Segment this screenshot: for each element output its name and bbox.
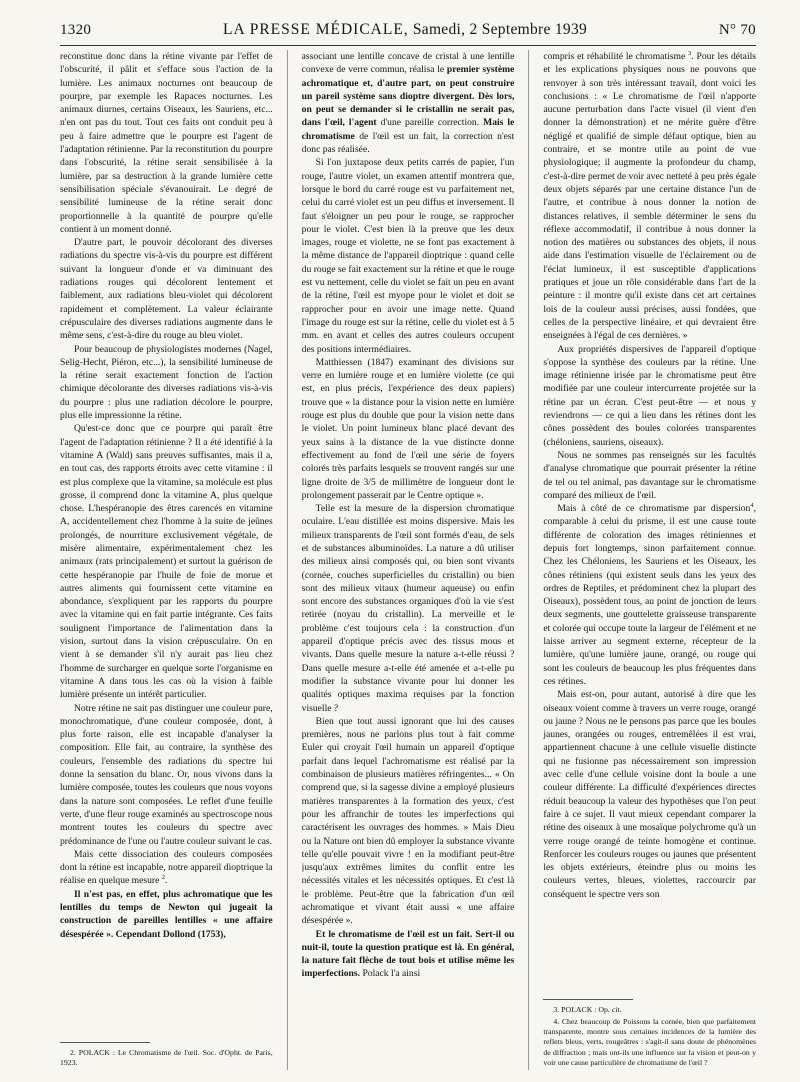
issue-number: N° 70 [718,21,756,38]
journal-title: LA PRESSE MÉDICALE, [223,21,409,38]
journal-title-line [223,21,587,39]
paragraph [302,50,515,156]
column-left [60,50,273,1070]
footnote: 3. POLACK : Op. cit. [553,1004,622,1014]
column-divider [528,50,529,1070]
paragraph: Telle est la mesure de la dispersion chromatique oculaire. L'eau distillée est moins dispersive. Mais les milieux transparents de l'œil sont formés d'eau, de sels et de substances albuminoïdes. La nature a dû utiliser des milieux ainsi composés qui, ou bien sont vivants (cornée, couches superficielles du cristallin) ou bien sont des milieux vitaux (humeur aqueuse) ou enfin sont encore des substances organiques d'où la vie s'est retirée (noyau du cristallin). La merveille et le problème c'est toujours cela : la construction d'un appareil d'optique précis avec des tissus mous et vivants. Dans quelle mesure la nature a-t-elle réussi ? Dans quelle mesure a-t-elle été amenée et a-t-elle pu modifier la substance vivante pour lui donner les qualités optiques maxima requises par la fonction visuelle ? [301,503,515,714]
footnotes-right [543,999,756,1070]
bold-paragraph: Il n'est pas, en effet, plus achromatique que les lentilles du temps de Newton qui jugeait la construction de pareilles lentilles « une affaire désespérée ». Cependant Dollond (1753), [60,888,273,940]
header-rule [60,45,756,46]
footnote: 2. POLACK : Le Chromatisme de l'œil. Soc. d'Opht. de Paris, 1923. [60,1047,273,1067]
footnotes-left [60,1042,273,1070]
text-normal: associant une lentille concave de cristal à une lentille convexe de verre commun, réalisa le [301,51,515,76]
punct: . [165,875,168,887]
page-header [60,20,756,40]
paragraph: Matthiessen (1847) examinant des divisions sur verre en lumière rouge et en lumière violette (ce qui est, en plus précis, l'expérience des deux papiers) trouve que « la distance pour la vision nette en lumière rouge est plus du double que pour la vision nette dans le violet. Un point lumineux blanc placé devant des yeux sains à la distance de la vue distincte donne effectivement au fond de l'œil une série de foyers colorés très parfaits lesquels se trouvent rangés sur une ligne droite de 3/5 de millimètre de longueur dont le prolongement passerait par le Centre optique ». [301,356,515,501]
footnote-rule [60,1042,150,1043]
text-normal: de l'œil est un fait, la correction n'est donc pas réalisée. [301,130,515,156]
paragraph: reconstitue donc dans la rétine vivante par l'effet de l'obscurité, il pâlit et s'efface sous l'action de la lumière. Les animaux nocturnes ont beaucoup de pourpre, par exemple les Rapaces nocturnes. Les animaux diurnes, certains Oiseaux, les Sauriens, etc... n'en ont pas du tout. Tout ces faits ont conduit peu à peu à faire admettre que le pourpre est l'agent de l'adaptation rétinienne. Par la reconstitution du pourpre dans l'obscurité, la rétine serait sensibilisée à la lumière, par sa destruction à la grande lumière cette sensibilisation spéciale s'évanouirait. Le degré de sensibilité lumineuse de la rétine serait donc proportionnelle à la quantité de pourpre qu'elle contient à un moment donné. [60,51,273,235]
footnote-rule [543,999,633,1000]
paragraph: Bien que tout aussi ignorant que lui des causes premières, nous ne parlons plus tout à fait comme Euler qui croyait l'œil humain un appareil d'optique parfait dans lequel l'achromatisme est réalisé par la combinaison de plusieurs matières réfringentes... « On comprend que, si la sagesse divine a employé plusieurs matières transparentes à la formation des yeux, c'est pour les affranchir de toutes les imperfections qui caractérisent les ouvrages des hommes. » Mais Dieu ou la Nature ont bien dû employer la substance vivante telle qu'elle pouvait vivre ! en la modifiant peut-être jusqu'aux extrêmes limites du conflit entre les nécessités vitales et les nécessités optiques. Et c'est là le problème. Peut-être que la fabrication d'un œil achromatique et vivant était aussi « une affaire désespérée ». [301,715,515,927]
footnote: 4. Chez beaucoup de Poissons la cornée, bien que parfaitement transparente, montre sous certaines incidences de la lumière des reflets bleus, verts, rougeâtres : s'agit-il sans doute de phénomènes de diffraction ; mais ont-ils une influence sur la vision et peut-on y voir une cause particulière de chromatisme de l'œil ? [543,1016,757,1067]
text-normal: Mais à côté de ce chromatisme par dispersion [557,503,751,515]
text-normal: compris et réhabilité le chromatisme [543,51,686,62]
text-bold: Mais le chromatisme [301,117,515,142]
page-number: 1320 [60,21,92,38]
paragraph [60,848,273,888]
text-normal: . Pour les détails et les explications physiques nous ne pouvons que renvoyer à son très intéressant travail, dont voici les conclusions : « Le chromatisme de l'œil n'apporte aucune perturbation dans l'acte visuel (il vient d'en donner la démonstration) et ne mérite guère d'être négligé et qualifié de simple défaut optique, bien au contraire, et se montre utile au point de vue physiologique; il augmente la profondeur du champ, c'est-à-dire permet de voir avec netteté à peu près égale deux objets séparés par une certaine distance l'un de l'autre, et contribue à nous donner la notion de distances relatives, il semble déterminer le sens du réflexe accommodatif, il contribue à nous donner la notion des matières ou substances des objets, il nous aide dans l'estimation visuelle de l'éclairement ou de l'éclat lumineux, il est susceptible d'applications pratiques et joue un rôle considérable dans l'art de la peinture : il montre qu'il existe dans cet art certaines lois de la couleur aussi précises, aussi fondées, que celles de la perspective linéaire, et qui devraient être enseignées à l'égal de ces dernières. » [543,51,757,342]
paragraph: Pour beaucoup de physiologistes modernes (Nagel, Selig-Hecht, Piéron, etc...), la sensibilité lumineuse de la rétine serait exactement fonction de l'action chimique décolorante des diverses radiations vis-à-vis du pourpre : plus une radiation décolore le pourpre, plus elle impressionne la rétine. [60,343,273,422]
paragraph: Mais est-on, pour autant, autorisé à dire que les oiseaux voient comme à travers un verre rouge, orangé ou jaune ? Nous ne le pensons pas parce que les boules jaunes, orangées ou rouges, entremêlées il est vrai, appartiennent chacune à une cellule visuelle distincte qui ne fusionne pas nécessairement son impression avec celle d'une cellule voisine dont la boule a une couleur différente. La difficulté d'expériences directes réduit beaucoup la valeur des hypothèses que l'on peut faire à ce sujet. Il vaut mieux cependant comparer la rétine des oiseaux à une mosaïque polychrome qu'à un verre rouge orangé de teinte homogène et continue. Renforcer les couleurs rouges ou jaunes que présentent les objets extérieurs, éteindre plus ou moins les couleurs vertes, bleues, violettes, raccourcir par conséquent le spectre vers son [543,689,757,900]
paragraph: Si l'on juxtapose deux petits carrés de papier, l'un rouge, l'autre violet, un examen attentif montrera que, lorsque le bord du carré rouge est vu parfaitement net, celui du carré violet est un peu diffus et inversement. Il faut s'éloigner un peu pour le rouge, se rapprocher pour le violet. C'est bien là la preuve que les deux images, rouge et violette, ne se font pas exactement à la même distance de l'appareil dioptrique : quand celle du rouge se fait exactement sur la rétine et que le rouge est vu nettement, celle du violet se fait un peu en avant de la rétine, l'œil est myope pour le violet et doit se rapprocher pour en avoir une image nette. Quand l'image du rouge est sur la rétine, celle du violet est à 5 mm. en avant et celles des autres couleurs occupent des positions intermédiaires. [301,157,515,355]
text-bold: Et le chromatisme de l'œil est un fait. Sert-il ou nuit-il, toute la question pratique est là. En général, la nature fait flèche de tout bois et utilise même les imperfections. [301,928,515,980]
text-normal: d'une pareille correction. [380,117,480,129]
paragraph: D'autre part, le pouvoir décolorant des diverses radiations du spectre vis-à-vis du pourpre est différent suivant la longueur d'onde et va diminuant des radiations rouges qui décolorent lentement et faiblement, aux radiations bleu-violet qui décolorent rapidement et complètement. La valeur éclairante crépusculaire des diverses radiations augmente dans le même sens, c'est-à-dire du rouge au bleu violet. [60,237,273,342]
footnote-ref: 2 [161,874,166,882]
text-normal: , comparable à celui du prisme, il est une cause toute différente de coloration des images rétiniennes et depuis fort longtemps, sinon parfaitement connue. Chez les Chéloniens, les Sauriens et les Oiseaux, les cônes rétiniens (qui existent seuls dans les yeux des ordres de Reptiles, et prédominent chez la plupart des Oiseaux), possèdent tous, au point de jonction de leurs deux segments, une gouttelette graisseuse transparente et colorée qui occupe toute la largeur de l'élément et ne laisse arriver au segment externe, récepteur de la lumière, qu'une lumière jaune, orangé, ou rouge qui sont les couleurs de beaucoup les plus fréquentes dans ces rétines. [543,503,757,687]
paragraph: Notre rétine ne sait pas distinguer une couleur pure, monochromatique, d'une couleur composée, dont, à plus forte raison, elle est incapable d'analyser la composition. Elle fait, au contraire, la synthèse des couleurs, l'ensemble des radiations du spectre lui donne la sensation du blanc. Or, nous vivons dans la lumière composée, toutes les couleurs que nous voyons dans la nature sont composées. Le reflet d'une feuille verte, d'une fleur rouge examinés au spectroscope nous montrent toutes les couleurs du spectre avec prédominance de l'une ou l'autre couleur suivant le cas. [60,702,273,847]
column-middle [302,50,515,1070]
footnote-ref: 3 [688,50,692,57]
paragraph: Aux propriétés dispersives de l'appareil d'optique s'oppose la synthèse des couleurs par la rétine. Une image rétinienne irisée par le chromatisme peut être modifiée par une couleur intercurrente projetée sur la rétine par un écran. C'est peut-être — et nous y reviendrons — ce qui a lieu dans les rétines dont les cônes possèdent des boules colorées transparentes (chéloniens, sauriens, oiseaux). [543,343,757,448]
footnote-ref: 4 [750,501,754,509]
paragraph-text: Mais cette dissociation des couleurs composées dont la rétine est incapable, notre appareil dioptrique la réalise en quelque mesure [60,848,273,887]
paragraph [302,928,515,981]
paragraph: Qu'est-ce donc que ce pourpre qui paraît être l'agent de l'adaptation rétinienne ? Il a été identifié à la vitamine A (Wald) sans preuves suffisantes, mais il a, en tout cas, des rapports étroits avec cette vitamine : il est plus complexe que la vitamine, sa molécule est plus grosse, il comprend donc la vitamine A, plus quelque chose. L'hespéranopie des êtres carencés en vitamine A, accidentellement chez l'homme à la suite de jeûnes prolongés, de nourriture exclusivement végétale, de misère alimentaire, expérimentalement chez les animaux (rats principalement) et surtout la guérison de cette hespéranopie par l'huile de foie de morue et autres aliments qui fournissent cette vitamine en abondance, s'expliquent par les rapports du pourpre avec la vitamine qui en fait partie intégrante. Ces faits soulignent l'importance de l'alimentation dans la vision, surtout dans la vision crépusculaire. On en vient à se demander s'il n'y aurait pas lieu chez l'homme de surcharger en quelque sorte l'organisme en vitamine A dans tous les cas où la vision à faible lumière présente un intérêt particulier. [60,423,273,701]
column-divider [287,50,288,1070]
paragraph: Nous ne sommes pas renseignés sur les facultés d'analyse chromatique que pourrait présenter la rétine de tel ou tel animal, pas davantage sur le chromatisme comparé des milieux de l'œil. [543,449,757,501]
article-body [60,50,756,1070]
column-right [543,50,756,1070]
paragraph [543,50,756,343]
text-bold: premier système achromatique et, d'autre part, on peut construire un pareil système sans dioptre divergent. Dès lors, on peut se demander si le cristallin ne serait pas, dans l'œil, l'agent [301,64,515,129]
text-normal: Polack l'a ainsi [362,968,421,980]
issue-date: Samedi, 2 Septembre 1939 [412,21,588,38]
paragraph [543,502,756,688]
